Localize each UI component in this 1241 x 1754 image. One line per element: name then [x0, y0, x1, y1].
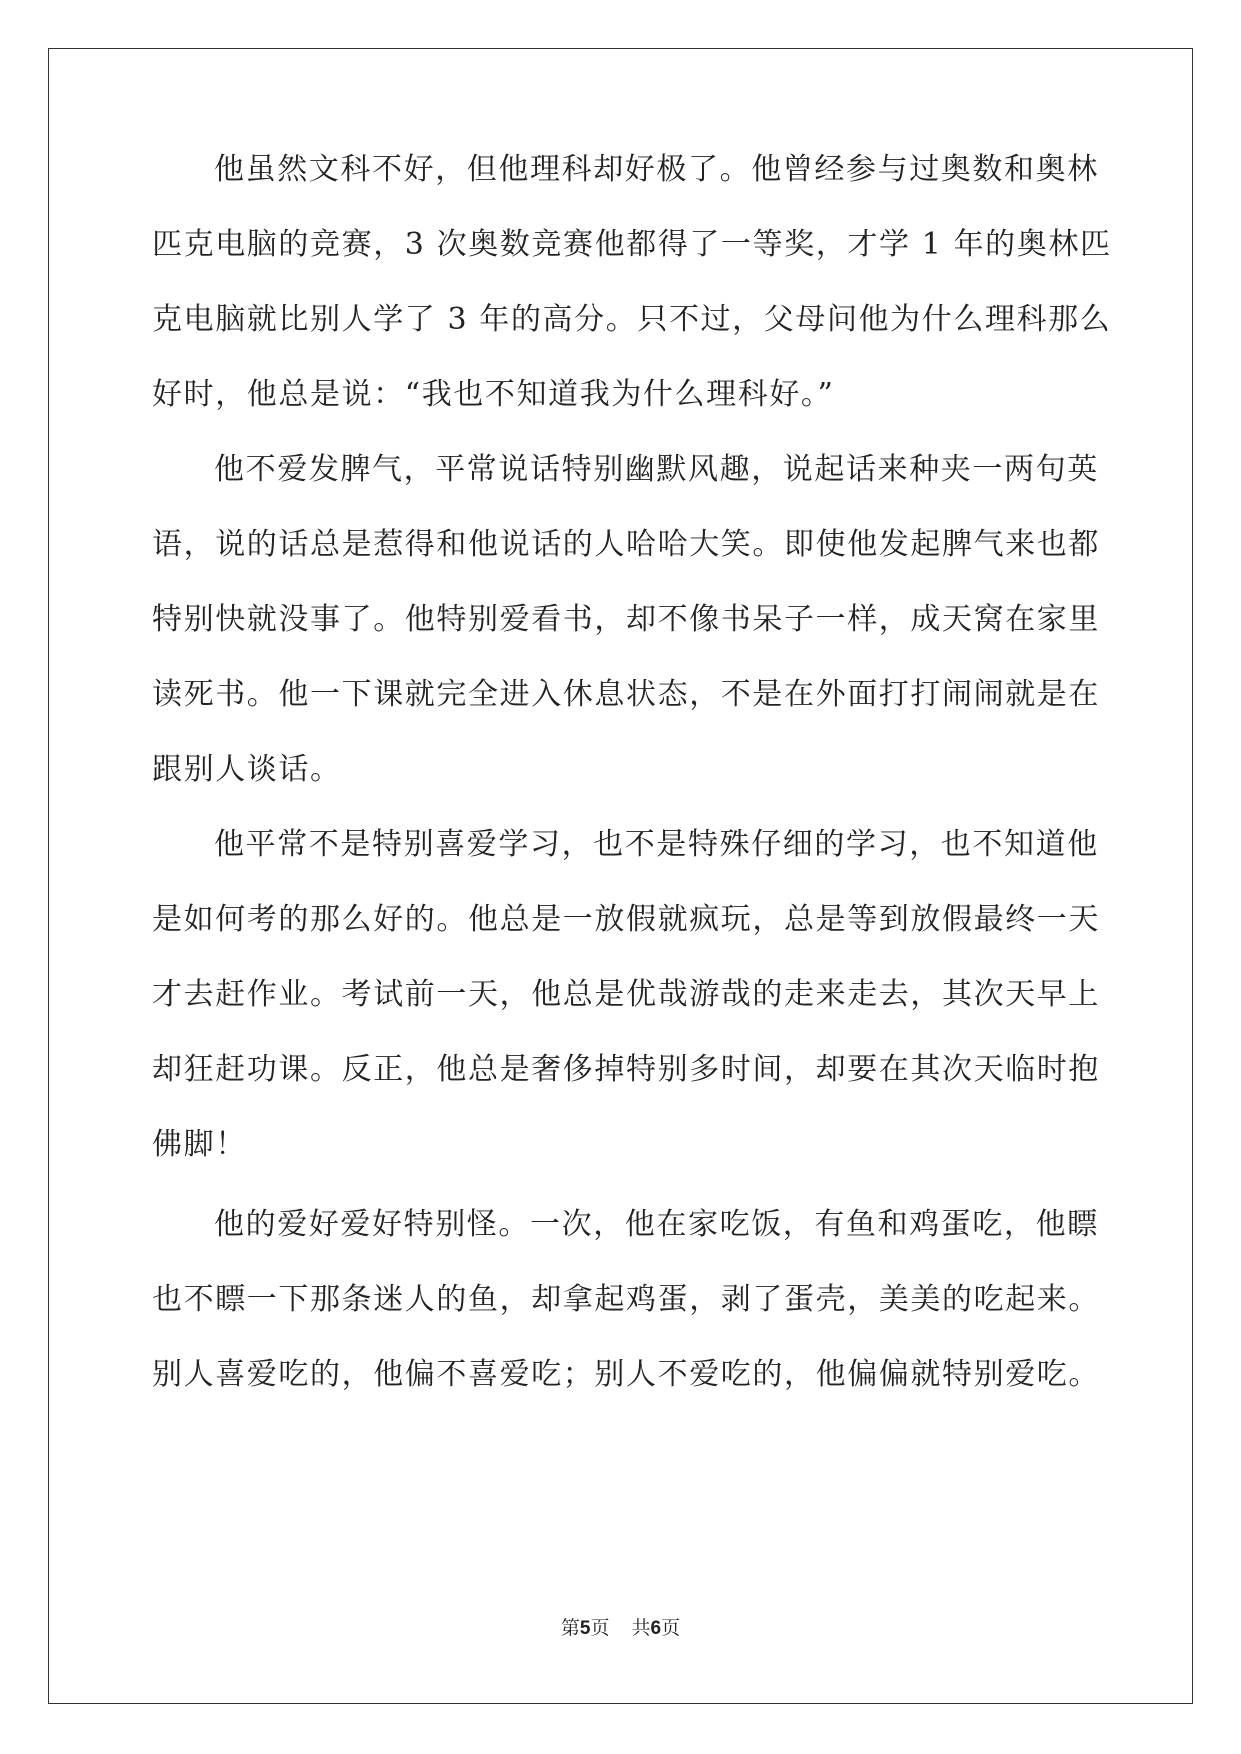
paragraph-line: 别人喜爱吃的，他偏不喜爱吃；别人不爱吃的，他偏偏就特别爱吃。 [152, 1357, 1100, 1392]
page-border [48, 48, 1193, 1704]
paragraph-line: 语，说的话总是惹得和他说话的人哈哈大笑。即使他发起脾气来也都 [152, 527, 1100, 562]
page-footer [0, 1615, 1241, 1642]
paragraph-line: 他的爱好爱好特别怪。一次，他在家吃饭，有鱼和鸡蛋吃，他瞟 [214, 1207, 1099, 1242]
paragraph-line: 读死书。他一下课就完全进入休息状态，不是在外面打打闹闹就是在 [152, 677, 1100, 712]
paragraph-line: 特别快就没事了。他特别爱看书，却不像书呆子一样，成天窝在家里 [152, 602, 1100, 637]
paragraph-line: 才去赶作业。考试前一天，他总是优哉游哉的走来走去，其次天早上 [152, 977, 1100, 1012]
paragraph-line: 他虽然文科不好，但他理科却好极了。他曾经参与过奥数和奥林 [214, 152, 1099, 187]
paragraph-line: 也不瞟一下那条迷人的鱼，却拿起鸡蛋，剥了蛋壳，美美的吃起来。 [152, 1282, 1100, 1317]
page-total: 共6页 [631, 1617, 681, 1639]
paragraph-line: 匹克电脑的竞赛，3 次奥数竞赛他都得了一等奖，才学 1 年的奥林匹 [152, 227, 1112, 262]
paragraph-line: 他不爱发脾气，平常说话特别幽默风趣，说起话来种夹一两句英 [214, 452, 1099, 487]
paragraph-line: 克电脑就比别人学了 3 年的高分。只不过，父母问他为什么理科那么 [152, 302, 1112, 337]
paragraph-line: 好时，他总是说：“我也不知道我为什么理科好。” [152, 377, 835, 412]
paragraph-line: 却狂赶功课。反正，他总是奢侈掉特别多时间，却要在其次天临时抱 [152, 1052, 1100, 1087]
paragraph-line: 是如何考的那么好的。他总是一放假就疯玩，总是等到放假最终一天 [152, 902, 1100, 937]
paragraph-line: 跟别人谈话。 [152, 752, 342, 787]
page-number: 第5页 [560, 1617, 610, 1639]
paragraph-line: 他平常不是特别喜爱学习，也不是特殊仔细的学习，也不知道他 [214, 827, 1099, 862]
paragraph-line: 佛脚！ [152, 1127, 247, 1162]
